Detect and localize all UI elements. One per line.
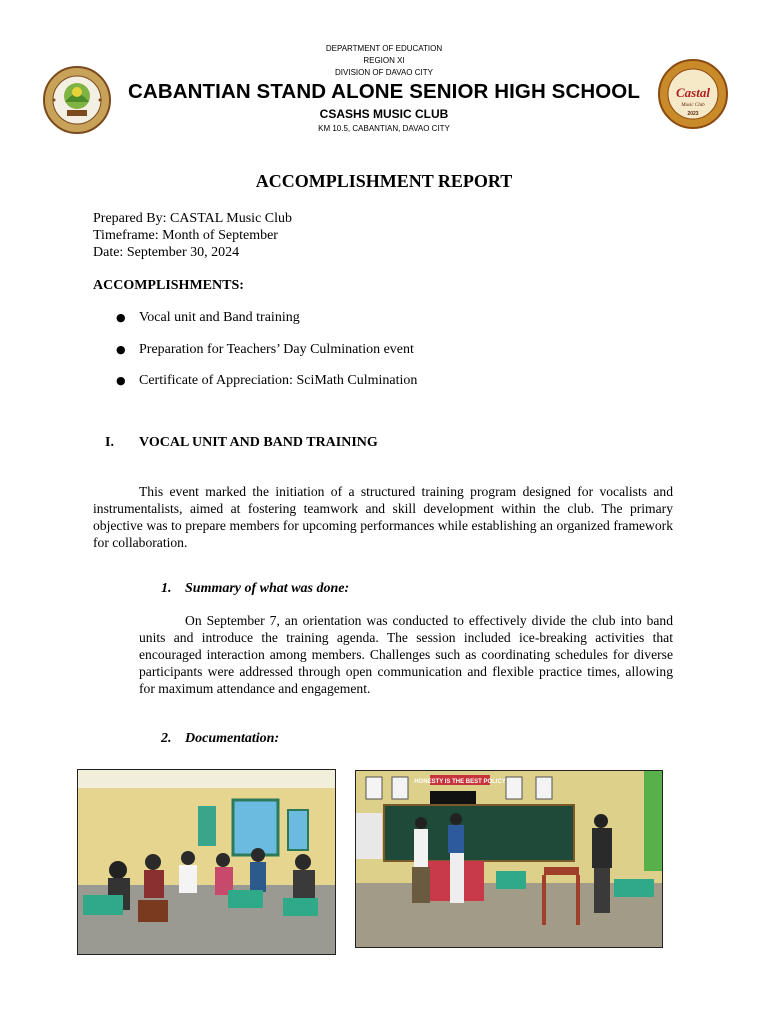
section-number: I.	[105, 435, 114, 450]
svg-text:Castal: Castal	[676, 85, 710, 100]
music-club-seal-icon	[658, 59, 726, 127]
section-intro: This event marked the initiation of a structured training program designed for vocalists and instrumentalists, aimed at fostering teamwork and skill development within the club. The primary objective was to prepare members for upcoming performances while establishing an organized framework for collaboration.	[93, 484, 673, 550]
department-line: DEPARTMENT OF EDUCATION	[325, 44, 443, 53]
school-seal-icon	[43, 66, 111, 134]
school-address: KM 10.5, CABANTIAN, DAVAO CITY	[318, 124, 450, 133]
club-name: CSASHS MUSIC CLUB	[319, 107, 449, 121]
report-date: Date: September 30, 2024	[93, 245, 240, 260]
list-item: Certificate of Appreciation: SciMath Culmination	[139, 373, 418, 388]
summary-text: On September 7, an orientation was conducted to effectively divide the club into band units and introduce the training agenda. The session included ice-breaking activities that encouraged interaction among members. Challenges such as coordinating schedules for diverse participants were addressed through open communication and flexible practice times, allowing for maximum attendance and engagement.	[139, 613, 673, 696]
svg-text:Music Club: Music Club	[681, 103, 705, 108]
timeframe: Timeframe: Month of September	[93, 228, 278, 243]
list-item: Vocal unit and Band training	[139, 310, 300, 325]
school-name: CABANTIAN STAND ALONE SENIOR HIGH SCHOOL	[128, 80, 640, 103]
bullet-icon: ●	[116, 343, 126, 356]
list-item: Preparation for Teachers’ Day Culmination event	[139, 342, 414, 357]
division-line: DIVISION OF DAVAO CITY	[335, 68, 433, 77]
svg-text:2023: 2023	[687, 111, 699, 117]
summary-number: 1.	[161, 581, 172, 596]
bullet-icon: ●	[116, 374, 126, 387]
summary-heading: Summary of what was done:	[185, 581, 350, 596]
prepared-by: Prepared By: CASTAL Music Club	[93, 211, 293, 226]
report-title: ACCOMPLISHMENT REPORT	[255, 171, 513, 191]
section-heading: VOCAL UNIT AND BAND TRAINING	[139, 435, 378, 450]
region-line: REGION XI	[363, 56, 405, 65]
classroom-banner: HONESTY IS THE BEST POLICY	[414, 779, 506, 785]
classroom-orientation-photo	[77, 769, 336, 955]
documentation-number: 2.	[161, 731, 172, 746]
accomplishments-heading: ACCOMPLISHMENTS:	[93, 278, 244, 293]
bullet-icon: ●	[116, 311, 126, 324]
documentation-heading: Documentation:	[185, 731, 280, 746]
classroom-performance-photo	[355, 770, 663, 948]
